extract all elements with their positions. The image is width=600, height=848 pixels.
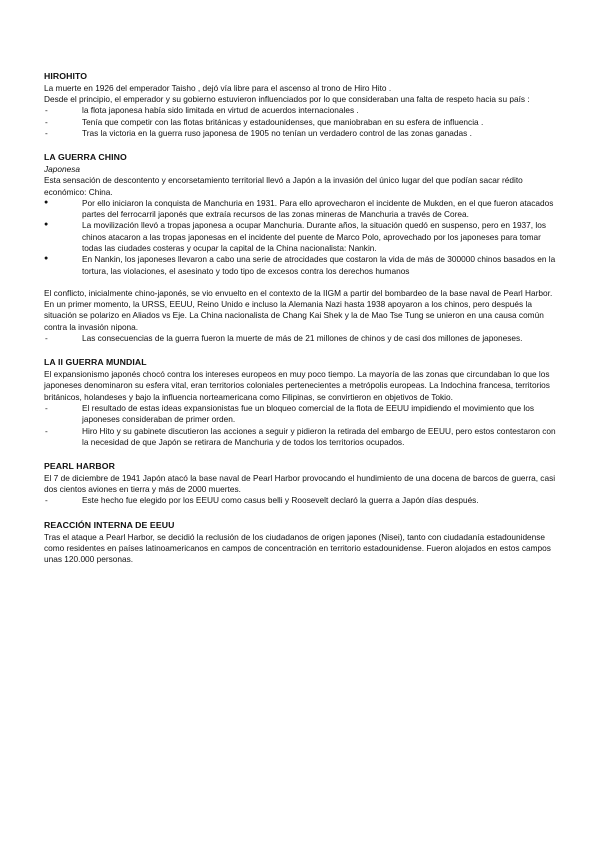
section-guerra-chino-japonesa <box>44 152 560 344</box>
list-item-text: En Nankin, los japoneses llevaron a cabo una serie de atrocidades que costaron la vida de más de 300000 chinos basados en la tortura, las violaciones, el asesinato y todo tipo de excesos contra los derechos humanos <box>82 254 556 276</box>
dash-marker: - <box>45 495 48 506</box>
paragraph: Esta sensación de descontento y encorsetamiento territorial llevó a Japón a la invasión del único lugar del que podían sacar rédito económico: China. <box>44 175 523 197</box>
section-reaccion-interna-eeuu <box>44 520 560 566</box>
section-pearl-harbor <box>44 461 560 507</box>
paragraph: El 7 de diciembre de 1941 Japón atacó la base naval de Pearl Harbor provocando el hundimiento de una docena de barcos de guerra, casi dos cientos aviones en tierra y más de 2000 muertes. <box>44 472 556 495</box>
dash-marker: - <box>45 116 48 127</box>
bullet-marker: ● <box>44 255 49 263</box>
dash-marker: - <box>45 333 48 343</box>
dash-list-item <box>44 403 560 426</box>
dash-marker: - <box>45 127 48 138</box>
list-item-text: la flota japonesa había sido limitada en virtud de acuerdos internacionales . <box>82 105 359 116</box>
list-item-text: Tras la victoria en la guerra ruso japonesa de 1905 no tenían un verdadero control de las zonas ganadas . <box>82 127 472 138</box>
bullet-list-item <box>44 254 560 277</box>
list-item-text: Este hecho fue elegido por los EEUU como casus belli y Roosevelt declaró la guerra a Japón días después. <box>82 495 479 506</box>
paragraph: El expansionismo japonés chocó contra los intereses europeos en muy poco tiempo. La mayoría de las zonas que circundaban lo que los japoneses denominaron su esfera vital, eran territorios coloniales pertenecientes a metrópolis europeas. La Indochina francesa, territorios británicos, holandeses y bajo la influencia norteamericana como Filipinas, se convirtieron en objetivos de Tokio. <box>44 369 550 402</box>
dash-marker: - <box>45 425 48 436</box>
paragraph: Desde el principio, el emperador y su gobierno estuvieron influenciados por lo que consideraban una falta de respeto hacia su país : <box>44 94 530 105</box>
section-heading: LA GUERRA CHINO <box>44 152 127 163</box>
bullet-list-item <box>44 220 560 254</box>
section-heading: REACCIÓN INTERNA DE EEUU <box>44 519 175 530</box>
paragraph: El conflicto, inicialmente chino-japonés, se vio envuelto en el contexto de la IIGM a partir del bombardeo de la base naval de Pearl Harbor. En un primer momento, la URSS, EEUU, Reino Unido e incluso la Alemania Nazi hasta 1938 apoyaron a los chinos, pero después la situación se polarizo en Aliados vs Eje. La China nacionalista de Chang Kai Shek y la de Mao Tse Tung se unieron en una causa común contra la invasión nipona. <box>44 287 553 332</box>
bullet-marker: ● <box>44 198 49 206</box>
dash-list-item <box>44 128 560 139</box>
list-item-text: La movilización llevó a tropas japonesa a ocupar Manchuria. Durante años, la situación quedó en suspenso, pero en 1937, los chinos atacaron a las tropas japonesas en el incidente del puente de Marco Polo, aprovechado por los japoneses para tomar todas las ciudades costeras y ocupar la capital de la China nacionalista: Nankin. <box>82 220 546 254</box>
dash-list-item <box>44 495 560 506</box>
list-item-text: Las consecuencias de la guerra fueron la muerte de más de 21 millones de chinos y de casi dos millones de japoneses. <box>82 333 523 343</box>
list-item-text: Por ello iniciaron la conquista de Manchuria en 1931. Para ello aprovecharon el incidente de Mukden, en el que fueron atacados partes del ferrocarril japonés que extraía recursos de las zonas mineras de Manchuria a través de Corea. <box>82 197 554 220</box>
section-hirohito <box>44 71 560 139</box>
dash-list-item <box>44 333 560 344</box>
dash-marker: - <box>45 105 48 116</box>
dash-list-item <box>44 426 560 449</box>
dash-list-item <box>44 117 560 128</box>
bullet-marker: ● <box>44 221 49 229</box>
list-item-text: El resultado de estas ideas expansionistas fue un bloqueo comercial de la flota de EEUU impidiendo el movimiento que los japoneses consideraban de primer orden. <box>82 402 534 425</box>
paragraph: La muerte en 1926 del emperador Taisho , dejó vía libre para el ascenso al trono de Hiro Hito . <box>44 82 392 93</box>
section-heading: HIROHITO <box>44 71 88 81</box>
section-heading: LA II GUERRA MUNDIAL <box>44 357 147 368</box>
section-ii-guerra-mundial <box>44 357 560 448</box>
dash-list-item <box>44 105 560 116</box>
section-subheading: Japonesa <box>44 164 80 175</box>
paragraph: Tras el ataque a Pearl Harbor, se decidió la reclusión de los ciudadanos de origen japones (Nisei), tanto con ciudadanía estadounidense como residentes en países latinoamericanos en campos de concentración en territorio estadounidense. Fueron alojados en estos campos unas 120.000 personas. <box>44 531 551 565</box>
dash-marker: - <box>45 402 48 413</box>
spacer <box>44 277 560 288</box>
document-body <box>44 71 560 578</box>
section-heading: PEARL HARBOR <box>44 461 116 472</box>
list-item-text: Tenía que competir con las flotas británicas y estadounidenses, que maniobraban en su esfera de influencia . <box>82 116 484 127</box>
bullet-list-item <box>44 198 560 221</box>
list-item-text: Hiro Hito y su gabinete discutieron las acciones a seguir y pidieron la retirada del embargo de EEUU, pero estos contestaron con la necesidad de que Japón se retirara de Manchuria y de todos los territorios ocupados. <box>82 425 556 447</box>
